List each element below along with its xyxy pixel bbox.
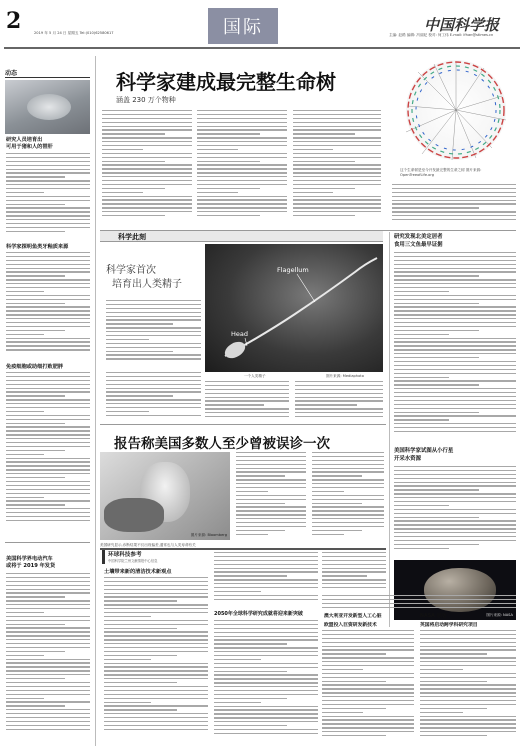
page-number: 2 — [6, 8, 22, 34]
asteroid-photo — [394, 560, 516, 620]
middle-body-col1 — [236, 452, 306, 544]
feature-quote — [106, 264, 201, 292]
bottom-label-main: 环球科技参考 — [108, 552, 142, 558]
bottom-headline-c: 澳大利亚开发新型人工心脏 — [324, 614, 382, 619]
left-story1-headline — [6, 137, 53, 151]
middle-photo — [100, 452, 230, 540]
left-lab-photo — [5, 80, 90, 134]
sperm-micrograph — [205, 244, 383, 372]
left-story4-body — [6, 573, 90, 743]
headline-line2: 可用于猪和人的替肝 — [6, 144, 53, 150]
feature-body-col3 — [295, 381, 383, 421]
date-line: 2019 年 5 月 24 日 星期五 Tel:(010)62580617 — [34, 31, 114, 35]
headline-line2: 或将于 2019 年发货 — [6, 563, 56, 569]
left-story4-headline — [6, 556, 55, 570]
right-story1-headline — [394, 233, 443, 249]
bottom-headline-e: NASA 启动 — [420, 614, 447, 619]
bottom-headline-b: 2050年全球科学研究成就将迎来新突破 — [214, 611, 303, 617]
lead-body-col4 — [392, 184, 516, 224]
middle-photo-credit: 图片来源: Bloomberg — [190, 533, 227, 537]
left-story1-body — [6, 153, 90, 237]
lead-subheadline: 涵盖 230 万个物种 — [116, 96, 176, 104]
bottom-headline-a: 土壤带来新的清洁技术新观点 — [104, 569, 172, 575]
bottom-headline-d: 欧盟投入巨资研发新技术 — [324, 623, 377, 628]
sperm-caption: 一个人类精子 — [244, 374, 266, 378]
feature-intro — [106, 300, 201, 366]
quote-line1: 科学家首次 — [106, 265, 156, 276]
section-title-tab — [208, 8, 278, 44]
feature-body-col2 — [205, 381, 289, 421]
feature-banner-text: 科学此刻 — [118, 233, 146, 241]
left-story3-headline: 免疫细胞或助细打败肥胖 — [6, 364, 64, 370]
headline-line2: 食用三文鱼最早证据 — [394, 242, 443, 248]
headline-line1: 研究人员培育出 — [6, 137, 43, 143]
masthead: 中国科学报 — [424, 16, 500, 34]
left-column-label — [5, 68, 90, 78]
headline-line2: 开采水资源 — [394, 456, 421, 462]
left-col-rule — [95, 56, 96, 746]
bottom-col4 — [420, 630, 516, 744]
right-story1-body — [394, 252, 516, 444]
right-col-rule — [389, 232, 390, 627]
bottom-col3-wide — [322, 595, 516, 609]
lead-body-col1 — [102, 110, 192, 225]
label-text: 动态 — [5, 70, 18, 77]
head-label: Head — [231, 330, 248, 338]
left-story2-body — [6, 252, 90, 358]
tree-of-life-figure — [392, 56, 516, 171]
bottom-headline-f: 英国将启动跨学科研究项目 — [420, 623, 478, 628]
flagellum-label: Flagellum — [277, 266, 309, 274]
left-story3-body — [6, 372, 90, 532]
left-divider — [5, 542, 90, 543]
bottom-col3 — [322, 630, 414, 744]
tree-caption: 这个生命树是至今开发最完整的生命之树 图片来源: OpenTreeofLife.org — [400, 168, 482, 177]
left-story2-headline: 科学家探明鱼类牙釉质来源 — [6, 244, 69, 250]
lead-body-col2 — [197, 110, 287, 225]
bottom-col3-top — [322, 552, 386, 592]
headline-line1: 研究发现北美定居者 — [394, 234, 443, 240]
quote-line2: 培育出人类精子 — [112, 279, 182, 290]
bottom-section-label — [102, 550, 182, 564]
tree-of-life-graphic — [392, 56, 516, 171]
middle-body-col2 — [312, 452, 384, 544]
bottom-col1 — [104, 577, 208, 743]
headline-line1: 美国科学界电动汽车 — [6, 556, 53, 562]
section-title: 国际 — [223, 17, 263, 38]
middle-top-rule — [100, 424, 386, 425]
editors-line: 主编: 赵路 编辑: 冯丽妃 校对: 何工伟 E-mail: lfhan@stimes.cn — [389, 33, 494, 37]
headline-line1: 美国科学家试图从小行星 — [394, 448, 454, 454]
right-story2-body — [394, 466, 516, 556]
middle-headline: 报告称美国多数人至少曾被误诊一次 — [114, 436, 330, 452]
sperm-credit: 图片来源: Mediaphoto — [326, 374, 364, 378]
asteroid-credit: 图片来源: NASA — [486, 613, 513, 617]
middle-photo-caption: 美国研究显示,诊断结果不仅出现偏差,通常也与人类寿命有关 — [100, 543, 196, 547]
feature-body-col1 — [106, 372, 201, 420]
feature-banner — [100, 231, 383, 242]
header-rule — [4, 47, 520, 49]
bottom-col2 — [214, 620, 318, 744]
bottom-col2-top — [214, 552, 318, 606]
bottom-label-sub: 中国科学院兰州文献情报中心信息 — [108, 559, 158, 563]
lead-headline: 科学家建成最完整生命树 — [116, 70, 336, 94]
lead-body-col3 — [293, 110, 381, 225]
right-story2-headline — [394, 447, 453, 463]
